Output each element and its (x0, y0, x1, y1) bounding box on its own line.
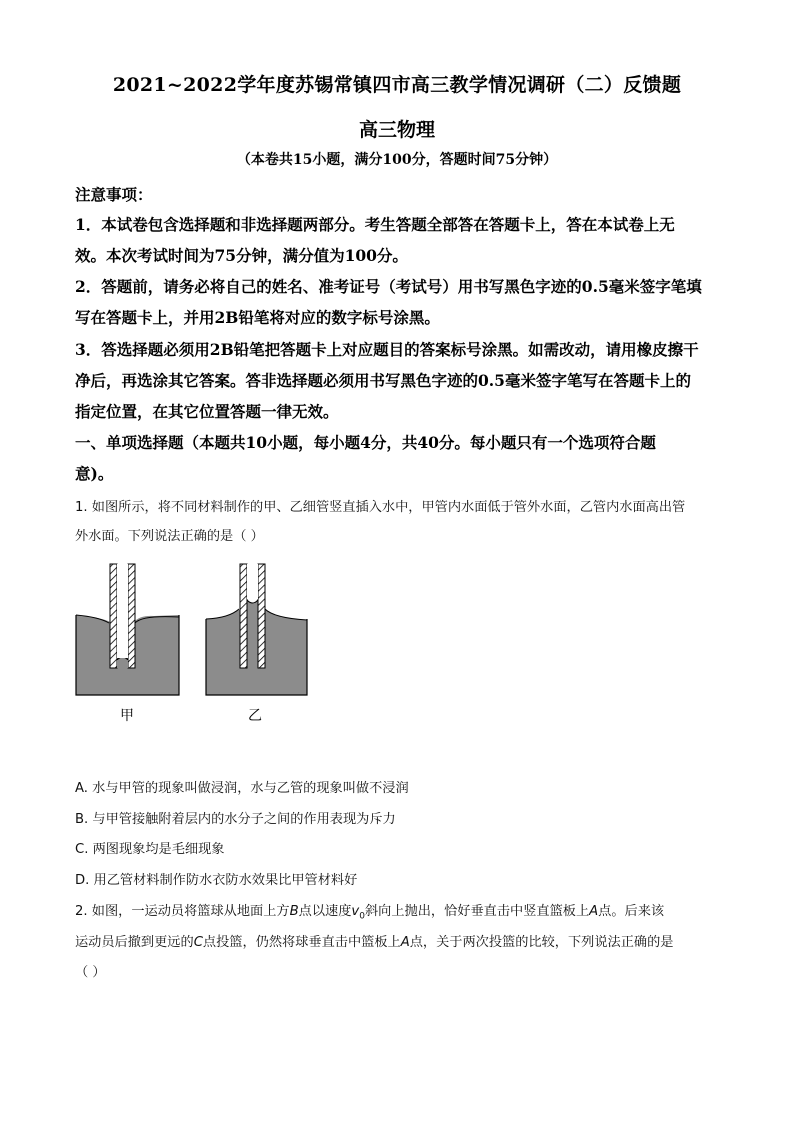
notice-line: 1．本试卷包含选择题和非选择题两部分。考生答题全部答在答题卡上，答在本试卷上无 (75, 215, 675, 234)
option-a: A. 水与甲管的现象叫做浸润，水与乙管的现象叫做不浸润 (75, 781, 409, 796)
section-heading: 一、单项选择题（本题共10小题，每小题4分，共40分。每小题只有一个选项符合题 (75, 433, 656, 452)
notice-heading: 注意事项： (75, 185, 153, 204)
section-heading-cont: 意)。 (75, 464, 114, 483)
subject-title: 高三物理 (358, 119, 435, 141)
option-b: B. 与甲管接触附着层内的水分子之间的作用表现为斥力 (75, 812, 396, 827)
container-yi (206, 564, 307, 695)
exam-info: （本卷共15小题，满分100分，答题时间75分钟） (236, 152, 558, 168)
option-d: D. 用乙管材料制作防水衣防水效果比甲管材料好 (75, 873, 358, 888)
question-2-line-3: （ ） (75, 965, 106, 980)
notice-line: 2．答题前，请务必将自己的姓名、准考证号（考试号）用书写黑色字迹的0.5毫米签字笔填 (75, 277, 702, 296)
question-2-line-2: 运动员后撤到更远的C点投篮，仍然将球垂直击中篮板上A点，关于两次投篮的比较，下列说法正确的是 (75, 935, 674, 950)
exam-title: 2021~2022学年度苏锡常镇四市高三教学情况调研（二）反馈题 (112, 74, 682, 96)
question-2-line-1: 2. 如图，一运动员将篮球从地面上方B点以速度$v_0$斜向上抛出，恰好垂直击中竖直篮板上A点。后来该 (75, 904, 665, 922)
question-1-stem-cont: 外水面。下列说法正确的是（ ） (75, 529, 264, 544)
notice-line: 写在答题卡上，并用2B铅笔将对应的数字标号涂黑。 (75, 308, 440, 327)
figure-label-yi: 乙 (248, 708, 262, 724)
notice-line: 3．答选择题必须用2B铅笔把答题卡上对应题目的答案标号涂黑。如需改动，请用橡皮擦干 (75, 340, 699, 359)
container-jia (76, 564, 179, 695)
notice-line: 效。本次考试时间为75分钟，满分值为100分。 (75, 246, 408, 265)
notice-line: 净后，再选涂其它答案。答非选择题必须用书写黑色字迹的0.5毫米签字笔写在答题卡上的 (75, 371, 691, 390)
option-c: C. 两图现象均是毛细现象 (75, 842, 225, 857)
capillary-tubes-figure (74, 560, 324, 700)
question-1-stem: 1. 如图所示，将不同材料制作的甲、乙细管竖直插入水中，甲管内水面低于管外水面，乙管内水面高出管 (75, 500, 686, 515)
notice-line: 指定位置，在其它位置答题一律无效。 (75, 402, 339, 421)
figure-label-jia: 甲 (120, 708, 134, 724)
